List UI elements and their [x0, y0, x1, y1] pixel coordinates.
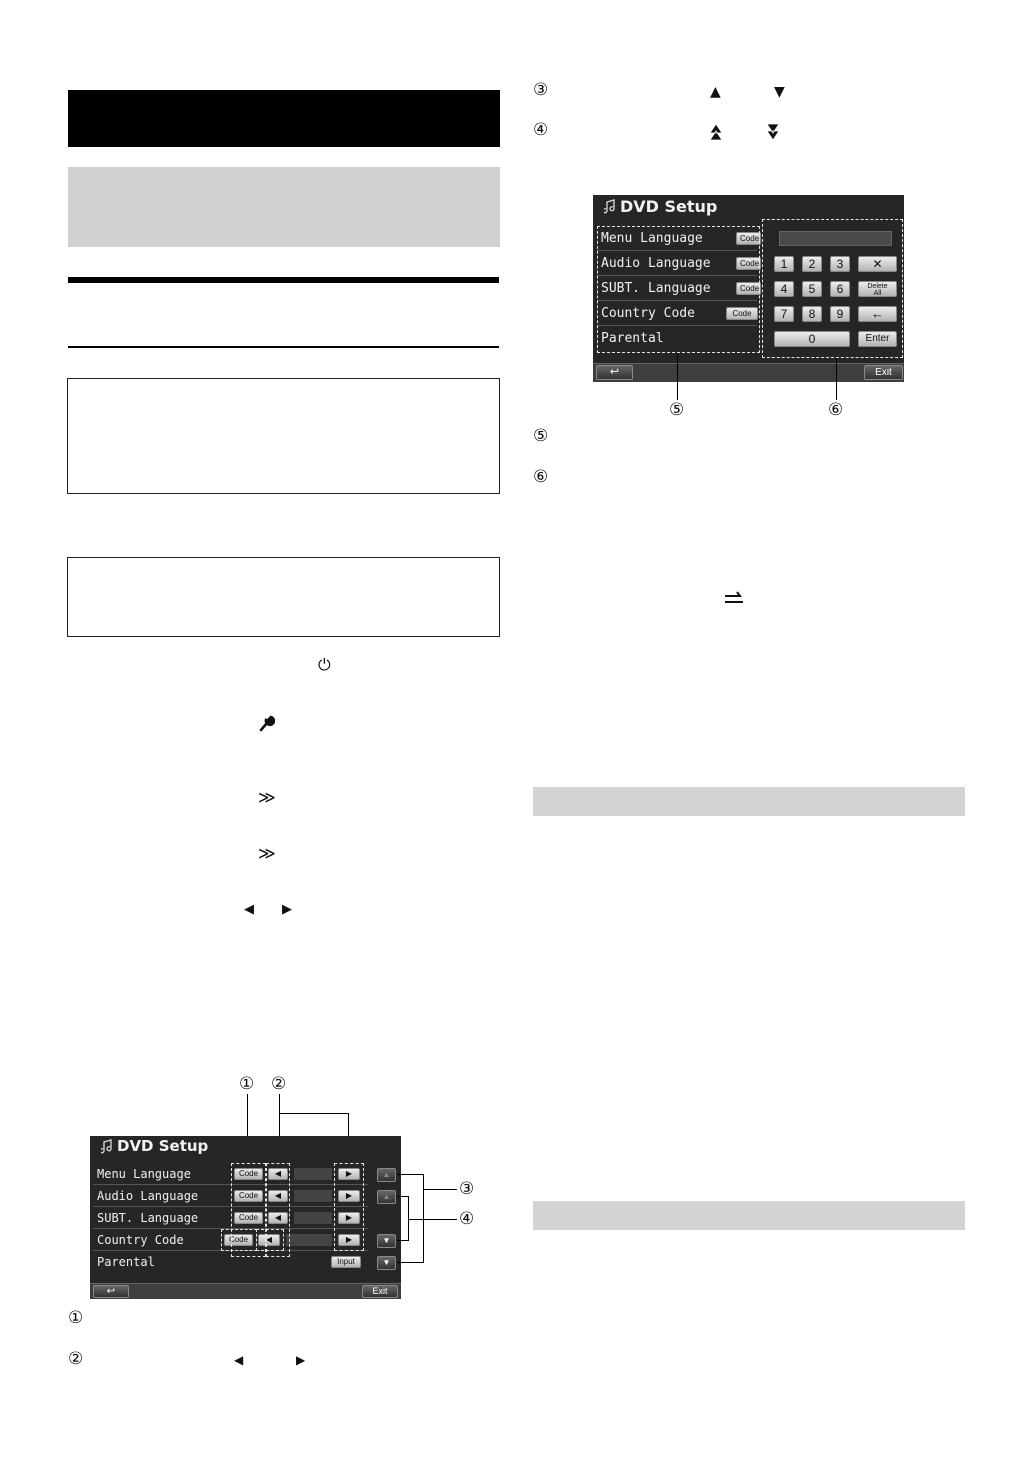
setup-music-icon	[101, 1138, 117, 1154]
code-button[interactable]: Code	[234, 1212, 263, 1224]
row-label-country-code: Country Code	[601, 306, 695, 321]
section-band-2	[533, 1201, 965, 1230]
row-label-subt-language: SUBT. Language	[97, 1211, 199, 1225]
screen-title: DVD Setup	[117, 1137, 209, 1155]
keypad-key-7[interactable]: 7	[774, 306, 794, 322]
row-label-country-code: Country Code	[97, 1233, 184, 1247]
page-up-icon	[708, 122, 724, 142]
setup-music-icon	[604, 198, 620, 214]
code-button[interactable]: Code	[736, 232, 761, 245]
callout-4: ④	[459, 1209, 475, 1229]
page-up-button[interactable]: ▲	[377, 1190, 396, 1204]
callout-5: ⑤	[533, 426, 549, 446]
right-arrow-icon: ▶	[296, 1353, 306, 1367]
keypad-key-6[interactable]: 6	[830, 281, 850, 297]
callout-6: ⑥	[828, 400, 844, 420]
callout-4: ④	[533, 120, 549, 140]
note-frame-1	[67, 378, 500, 494]
value-left-button[interactable]: ◀	[268, 1190, 288, 1202]
next-icon: ≫	[258, 844, 276, 864]
left-arrow-icon: ◀	[244, 902, 254, 917]
backspace-button[interactable]: ←	[858, 306, 897, 322]
screen-title: DVD Setup	[620, 197, 718, 216]
next-icon: ≫	[258, 788, 276, 808]
keypad-key-8[interactable]: 8	[802, 306, 822, 322]
keypad-key-4[interactable]: 4	[774, 281, 794, 297]
callout-3: ③	[533, 80, 549, 100]
up-arrow-icon: ▲	[710, 84, 721, 100]
left-arrow-icon: ◀	[234, 1353, 244, 1367]
value-left-button[interactable]: ◀	[268, 1212, 288, 1224]
value-right-button[interactable]: ▶	[338, 1212, 360, 1224]
value-left-button[interactable]: ◀	[258, 1234, 280, 1246]
heading-rule-thin	[68, 346, 499, 348]
input-button[interactable]: Input	[331, 1256, 361, 1268]
delete-all-button[interactable]: Delete All	[858, 281, 897, 297]
note-frame-2	[67, 557, 500, 637]
enter-button[interactable]: Enter	[858, 331, 897, 347]
down-arrow-icon: ▼	[774, 84, 785, 100]
exit-button[interactable]: Exit	[362, 1285, 398, 1298]
keypad-key-2[interactable]: 2	[802, 256, 822, 272]
power-icon: ⏻	[318, 655, 331, 674]
section-title-bar	[68, 90, 500, 147]
code-button[interactable]: Code	[726, 307, 758, 320]
keypad-key-5[interactable]: 5	[802, 281, 822, 297]
code-button[interactable]: Code	[736, 257, 761, 270]
return-button[interactable]: ↩	[93, 1285, 129, 1298]
code-button[interactable]: Code	[736, 282, 761, 295]
return-icon	[722, 589, 746, 605]
callout-1: ①	[68, 1308, 84, 1328]
callout-6: ⑥	[533, 467, 549, 487]
callout-2: ②	[68, 1349, 84, 1369]
code-button[interactable]: Code	[224, 1234, 253, 1246]
code-button[interactable]: Code	[234, 1168, 263, 1180]
keypad-key-9[interactable]: 9	[830, 306, 850, 322]
summary-box	[68, 167, 500, 247]
page-down-button[interactable]: ▼	[377, 1234, 396, 1248]
row-label-parental: Parental	[97, 1255, 155, 1269]
heading-rule-thick	[68, 277, 499, 283]
callout-5: ⑤	[669, 400, 685, 420]
dvd-setup-screen-2	[593, 195, 904, 382]
row-label-parental: Parental	[601, 331, 664, 346]
callout-2: ②	[271, 1074, 287, 1094]
value-left-button[interactable]: ◀	[268, 1168, 288, 1180]
value-right-button[interactable]: ▶	[338, 1168, 360, 1180]
callout-1: ①	[239, 1074, 255, 1094]
return-button[interactable]: ↩	[596, 365, 633, 380]
scroll-down-button[interactable]: ▼	[377, 1256, 396, 1270]
value-right-button[interactable]: ▶	[338, 1190, 360, 1202]
keypad-key-1[interactable]: 1	[774, 256, 794, 272]
row-label-menu-language: Menu Language	[601, 231, 703, 246]
callout-3: ③	[459, 1179, 475, 1199]
row-label-audio-language: Audio Language	[601, 256, 711, 271]
row-label-menu-language: Menu Language	[97, 1167, 191, 1181]
code-button[interactable]: Code	[234, 1190, 263, 1202]
page-down-icon	[765, 122, 781, 142]
row-label-audio-language: Audio Language	[97, 1189, 199, 1203]
scroll-up-button[interactable]: ▲	[377, 1168, 396, 1182]
section-band-1	[533, 787, 965, 816]
keypad-key-0[interactable]: 0	[774, 331, 850, 347]
row-label-subt-language: SUBT. Language	[601, 281, 711, 296]
clear-button[interactable]: ✕	[858, 256, 897, 272]
wrench-icon	[257, 714, 275, 732]
keypad-key-3[interactable]: 3	[830, 256, 850, 272]
right-arrow-icon: ▶	[282, 902, 292, 917]
value-right-button[interactable]: ▶	[338, 1234, 360, 1246]
exit-button[interactable]: Exit	[864, 365, 903, 380]
dvd-setup-screen-1	[90, 1136, 401, 1299]
